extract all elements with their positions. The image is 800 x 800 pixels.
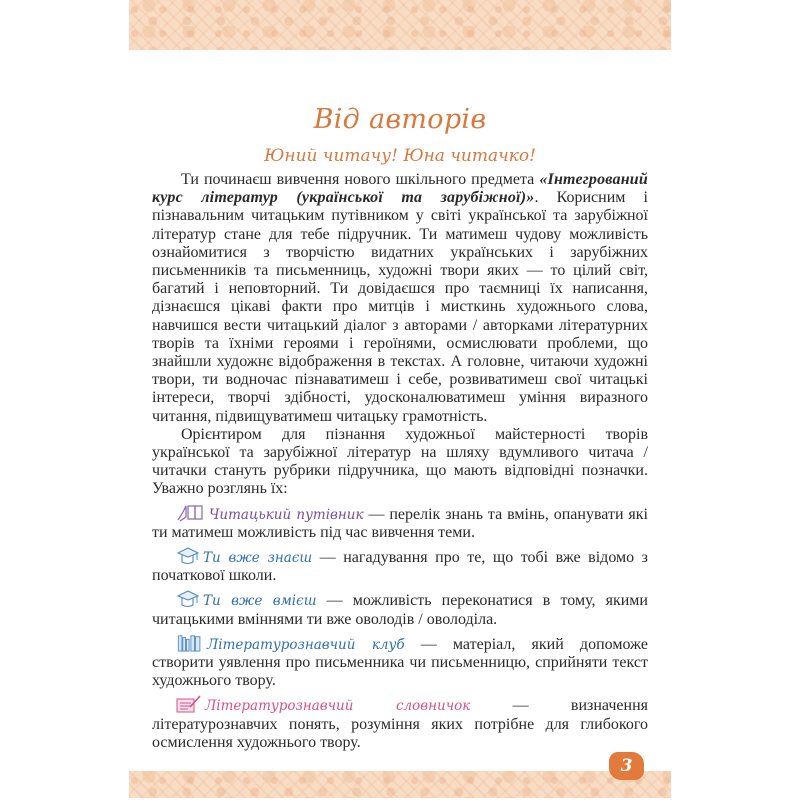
book-hand-icon <box>176 504 206 522</box>
page-number-badge: 3 <box>609 752 644 780</box>
rubric-name: Ти вже знаєш <box>203 550 313 567</box>
body-text <box>152 171 648 752</box>
decorative-header-band <box>129 0 671 50</box>
graduation-cap-icon <box>176 547 200 565</box>
rubric-item <box>152 590 648 628</box>
rubric-name: Літературознавчий словничок <box>205 698 471 715</box>
rubric-description: — перелік знань та вмінь, опанувати які ти матимеш можливість під час вивчення теми. <box>152 505 648 541</box>
rubric-description: — матеріал, який допоможе створити уявлення про письменника чи письменницю, сприйняти текст художнього твору. <box>152 635 649 690</box>
intro-paragraph <box>152 171 648 426</box>
rubric-name: Читацький путівник <box>209 506 364 523</box>
rubric-name: Ти вже вмієш <box>203 593 317 610</box>
page-subtitle: Юний читачу! Юна читачко! <box>264 146 536 166</box>
rubric-name: Літературознавчий клуб <box>207 636 405 653</box>
rubric-item <box>152 547 648 585</box>
intro-text-rest: . Корисним і пізнавальним читацьким путівником у світі української та зарубіжної літератур стане для тебе підручник. Ти матимеш чудову можливість ознайомитися з творчістю видатних українських і зарубіжних письменників та письменниць, художні твори яких — то цілий світ, багатий і неповторний. Ти довідаєшся про таємниці їх написання, дізнаєшся цікаві факти про митців і мисткинь художнього слова, навчишся вести читацький діалог з авторами / авторками літературних творів та їхніми героями і героїнями, осмислювати проблеми, що знайшли художнє відображення в текстах. А головне, читаючи художні твори, ти водночас пізнаватимеш і себе, розвиватимеш свої читацькі інтереси, творчі здібності, удосконалюватимеш уміння виразного читання, підвищуватимеш читацьку грамотність. <box>152 189 649 425</box>
intro-text-start: Ти починаєш вивчення нового шкільного предмета <box>181 171 540 188</box>
decorative-footer-band <box>129 771 671 798</box>
bookshelf-icon <box>176 634 204 652</box>
rubric-item <box>152 504 648 542</box>
rubric-description: — визначення літературознавчих понять, розуміння яких потрібне для глибокого осмислення художнього твору. <box>152 697 649 751</box>
page-title: Від авторів <box>313 104 487 135</box>
rubric-item <box>152 634 648 691</box>
rubric-description: — нагадування про те, що тобі вже відомо з початкової школи. <box>152 549 648 585</box>
graduation-cap-icon <box>176 590 200 608</box>
rubric-description: — можливість переконатися в тому, якими читацькими вміннями ти вже оволодів / оволоділа. <box>152 592 648 628</box>
course-name: «Інтегрований курс літератур (української та зарубіжної)» <box>152 171 648 207</box>
rubrics-intro-paragraph: Орієнтиром для пізнання художньої майстерності творів української та зарубіжної літератур на шляху вдумливого читача / читачки стануть рубрики підручника, що мають відповідні позначки. Уважно розглянь їх: <box>152 425 648 498</box>
notebook-pen-icon <box>176 695 202 713</box>
textbook-page <box>129 0 671 800</box>
rubric-item <box>152 695 648 752</box>
